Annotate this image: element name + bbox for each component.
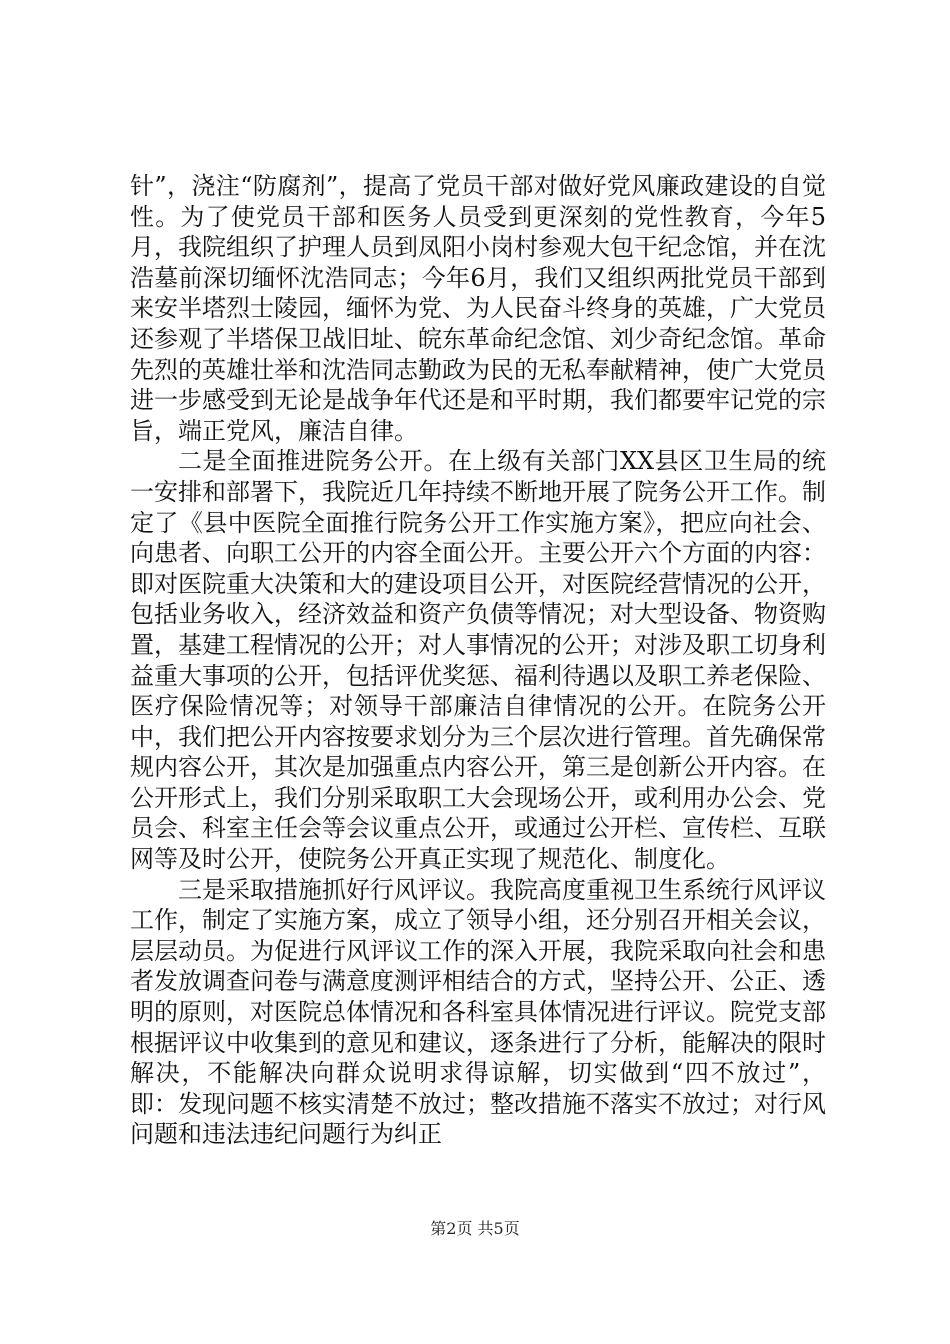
paragraph-2: 二是全面推进院务公开。在上级有关部门XX县区卫生局的统一安排和部署下，我院近几年持续不断地开展了院务公开工作。制定了《县中医院全面推行院务公开工作实施方案》，把应向社会、向患者、向职工公开的内容全面公开。主要公开六个方面的内容：即对医院重大决策和大的建设项目公开，对医院经营情况的公开，包括业务收入，经济效益和资产负债等情况；对大型设备、物资购置，基建工程情况的公开；对人事情况的公开；对涉及职工切身利益重大事项的公开，包括评优奖惩、福利待遇以及职工养老保险、医疗保险情况等；对领导干部廉洁自律情况的公开。在院务公开中，我们把公开内容按要求划分为三个层次进行管理。首先确保常规内容公开，其次是加强重点内容公开，第三是创新公开内容。在公开形式上，我们分别采取职工大会现场公开，或利用办公会、党员会、科室主任会等会议重点公开，或通过公开栏、宣传栏、互联网等及时公开，使院务公开真正实现了规范化、制度化。 [130,447,826,874]
document-body [130,171,826,1150]
page-number-label: 第2页 共5页 [430,1219,520,1238]
paragraph-1: 针”，浇注“防腐剂”，提高了党员干部对做好党风廉政建设的自觉性。为了使党员干部和医务人员受到更深刻的党性教育，今年5月，我院组织了护理人员到凤阳小岗村参观大包干纪念馆，并在沈浩墓前深切缅怀沈浩同志；今年6月，我们又组织两批党员干部到来安半塔烈士陵园，缅怀为党、为人民奋斗终身的英雄，广大党员还参观了半塔保卫战旧址、皖东革命纪念馆、刘少奇纪念馆。革命先烈的英雄壮举和沈浩同志勤政为民的无私奉献精神，使广大党员进一步感受到无论是战争年代还是和平时期，我们都要牢记党的宗旨，端正党风，廉洁自律。 [130,172,826,445]
page-footer [0,1216,950,1239]
paragraph-3: 三是采取措施抓好行风评议。我院高度重视卫生系统行风评议工作，制定了实施方案，成立了领导小组，还分别召开相关会议，层层动员。为促进行风评议工作的深入开展，我院采取向社会和患者发放调查问卷与满意度测评相结合的方式，坚持公开、公正、透明的原则，对医院总体情况和各科室具体情况进行评议。院党支部根据评议中收集到的意见和建议，逐条进行了分析，能解决的限时解决，不能解决向群众说明求得谅解，切实做到“四不放过”，即：发现问题不核实清楚不放过；整改措施不落实不放过；对行风问题和违法违纪问题行为纠正 [130,875,826,1149]
